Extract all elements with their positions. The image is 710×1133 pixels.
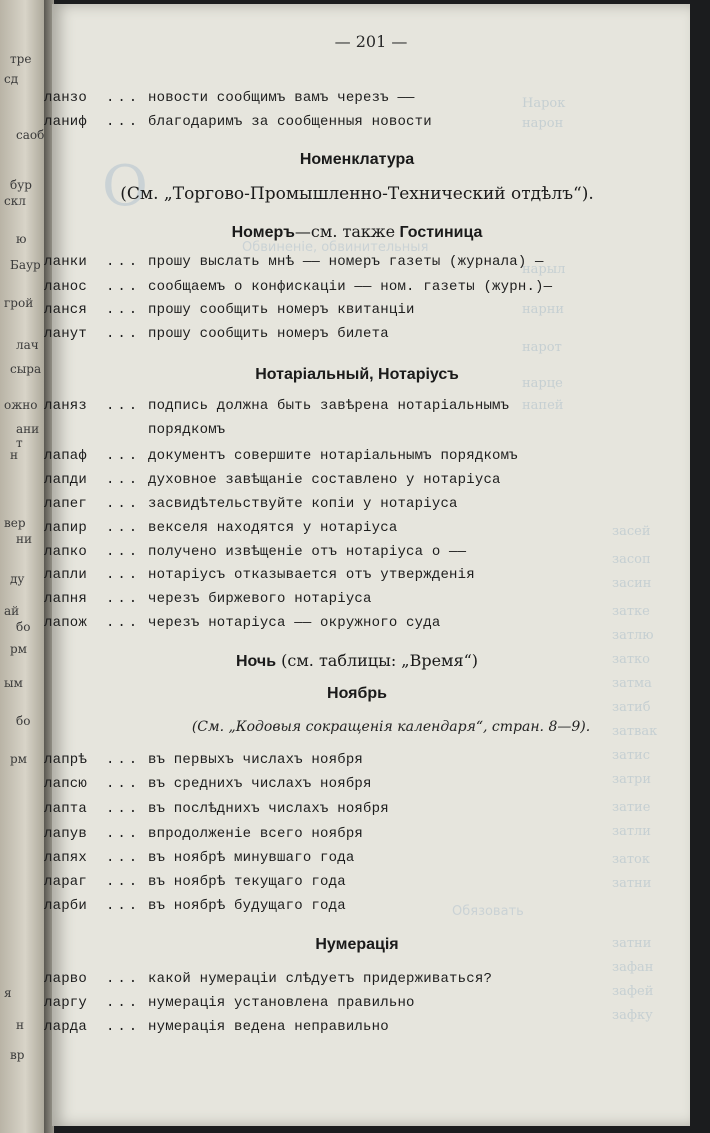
code-entry-row <box>44 422 225 438</box>
code-entry-row <box>44 898 346 914</box>
code-entry-row <box>44 520 397 536</box>
code-word: ланиф <box>44 114 88 130</box>
code-entry-row <box>44 752 363 768</box>
previous-page-fragment: ду <box>10 572 25 586</box>
heading-reference: (см. таблицы: „Время“) <box>276 651 479 670</box>
code-entry-row <box>44 279 552 295</box>
show-through-text: О Нарок нарон Обвиненіе, обвинительныя нарыл нарни нарот нарце напей засей засоп засин затке затлю затко затма затиб затвак затис затри затие затли заток затни Обязовать затни зафан зафей зафку <box>102 96 658 1023</box>
section-heading <box>38 151 676 169</box>
leader-dots: ... <box>106 971 141 987</box>
previous-page-fragment: грой <box>4 296 34 310</box>
previous-page-fragment: лач <box>16 338 39 352</box>
code-word: лапув <box>44 826 88 842</box>
code-entry-row <box>44 776 372 792</box>
heading-reference: —см. также <box>294 222 396 241</box>
entry-meaning: порядкомъ <box>148 422 226 438</box>
previous-page-fragment: вр <box>10 1048 25 1062</box>
previous-page-fragment: ани т <box>16 422 40 450</box>
previous-page-fragment: сд <box>4 72 19 86</box>
entry-meaning: векселя находятся у нотаріуса <box>148 520 398 536</box>
book-page <box>44 4 690 1126</box>
entry-meaning: въ ноябрѣ будущаго года <box>148 898 346 914</box>
leader-dots: ... <box>106 801 141 817</box>
previous-page-fragment: саоб <box>16 128 45 142</box>
previous-page-fragment: ым <box>4 676 23 690</box>
code-word: лапож <box>44 615 88 631</box>
code-entry-row <box>44 496 458 512</box>
code-entry-row <box>44 826 363 842</box>
leader-dots: ... <box>106 448 141 464</box>
entry-meaning: новости сообщимъ вамъ черезъ —— <box>148 90 415 106</box>
entry-meaning: нумерація ведена неправильно <box>148 1019 389 1035</box>
previous-page-fragment: н <box>16 1018 24 1032</box>
previous-page-fragment: рм <box>10 642 28 656</box>
code-word: ланяз <box>44 398 88 414</box>
leader-dots: ... <box>106 279 141 295</box>
code-entry-row <box>44 472 501 488</box>
previous-page-fragment: тре <box>10 52 32 66</box>
heading-word: Номенклатура <box>299 151 415 168</box>
leader-dots: ... <box>106 995 141 1011</box>
cross-reference: (См. „Торгово-Промышленно-Технический отдѣлъ“). <box>120 184 594 204</box>
previous-page-fragment: ожно <box>4 398 38 412</box>
entry-meaning: въ ноябрѣ текущаго года <box>148 874 346 890</box>
entry-meaning: прошу сообщить номеръ билета <box>148 326 389 342</box>
code-entry-row <box>44 302 415 318</box>
code-word: лараг <box>44 874 88 890</box>
previous-page-fragment: ай <box>4 604 20 618</box>
code-word: ларда <box>44 1019 88 1035</box>
code-word: ланки <box>44 254 88 270</box>
previous-page-fragment: скл <box>4 194 26 208</box>
code-entry-row <box>44 801 389 817</box>
code-word: лапсю <box>44 776 88 792</box>
leader-dots: ... <box>106 302 141 318</box>
page-number: — 201 — <box>334 32 408 51</box>
previous-page-fragment: Баур <box>10 258 41 272</box>
leader-dots: ... <box>106 496 141 512</box>
leader-dots: ... <box>106 615 141 631</box>
leader-dots: ... <box>106 398 141 414</box>
section-heading <box>38 936 676 954</box>
code-word: ланся <box>44 302 88 318</box>
code-word: ларгу <box>44 995 88 1011</box>
leader-dots: ... <box>106 520 141 536</box>
code-entry-row <box>44 326 389 342</box>
code-entry-row <box>44 254 544 270</box>
previous-page-fragment: я <box>4 986 12 1000</box>
previous-page-fragment: вер <box>4 516 26 530</box>
entry-meaning: засвидѣтельствуйте копіи у нотаріуса <box>148 496 458 512</box>
code-word: лапаф <box>44 448 88 464</box>
code-word: ланос <box>44 279 88 295</box>
code-entry-row <box>44 615 440 631</box>
entry-meaning: прошу сообщить номеръ квитанціи <box>148 302 415 318</box>
leader-dots: ... <box>106 874 141 890</box>
entry-meaning: прошу выслать мнѣ —— номеръ газеты (журнала) — <box>148 254 544 270</box>
section-heading <box>38 366 676 384</box>
code-entry-row <box>44 448 518 464</box>
heading-word: Нотаріальный, Нотаріусъ <box>255 366 459 383</box>
entry-meaning: духовное завѣщаніе составлено у нотаріуса <box>148 472 501 488</box>
previous-page-fragment: рм <box>10 752 28 766</box>
entry-meaning: документъ совершите нотаріальнымъ порядкомъ <box>148 448 518 464</box>
code-word: ларби <box>44 898 88 914</box>
entry-meaning: получено извѣщеніе отъ нотаріуса о —— <box>148 544 467 560</box>
previous-page-fragment: ю <box>16 232 27 246</box>
heading-word: Номеръ <box>231 224 295 241</box>
leader-dots: ... <box>106 826 141 842</box>
code-entry-row <box>44 995 415 1011</box>
heading-word: Ночь <box>235 653 277 670</box>
section-heading <box>38 222 676 242</box>
code-word: лапли <box>44 567 88 583</box>
previous-page-fragment: бо <box>16 620 31 634</box>
section-heading <box>38 651 676 671</box>
leader-dots: ... <box>106 114 141 130</box>
leader-dots: ... <box>106 567 141 583</box>
code-word: лапир <box>44 520 88 536</box>
code-word: лапня <box>44 591 88 607</box>
entry-meaning: въ ноябрѣ минувшаго года <box>148 850 355 866</box>
leader-dots: ... <box>106 544 141 560</box>
leader-dots: ... <box>106 850 141 866</box>
previous-page-edge <box>0 0 46 1133</box>
heading-reference-target: Гостиница <box>399 224 483 241</box>
entry-meaning: подпись должна быть завѣрена нотаріальнымъ <box>148 398 510 414</box>
leader-dots: ... <box>106 898 141 914</box>
code-word: ланут <box>44 326 88 342</box>
page-content <box>44 4 690 1126</box>
code-word: лапди <box>44 472 88 488</box>
code-entry-row <box>44 1019 389 1035</box>
previous-page-fragment: сыра <box>10 362 42 376</box>
previous-page-fragment: бо <box>16 714 31 728</box>
code-word: лапях <box>44 850 88 866</box>
code-word: лапрѣ <box>44 752 88 768</box>
entry-meaning: какой нумераціи слѣдуетъ придерживаться? <box>148 971 493 987</box>
code-entry-row <box>44 850 354 866</box>
entry-meaning: благодаримъ за сообщенныя новости <box>148 114 432 130</box>
heading-word: Нумерація <box>315 936 399 953</box>
previous-page-fragment: ни <box>16 532 32 546</box>
entry-meaning: въ послѣднихъ числахъ ноября <box>148 801 389 817</box>
code-entry-row <box>44 874 346 890</box>
code-entry-row <box>44 591 372 607</box>
leader-dots: ... <box>106 90 141 106</box>
leader-dots: ... <box>106 752 141 768</box>
code-entry-row <box>44 971 492 987</box>
entry-meaning: въ среднихъ числахъ ноября <box>148 776 372 792</box>
previous-page-fragment: бур <box>10 178 32 192</box>
code-entry-row <box>44 544 466 560</box>
calendar-reference: (См. „Кодовыя сокращенія календаря“, стран. 8—9). <box>191 719 591 735</box>
section-heading <box>38 685 676 703</box>
code-word: лапко <box>44 544 88 560</box>
heading-word: Ноябрь <box>327 685 387 702</box>
code-entry-row <box>44 114 432 130</box>
entry-meaning: нумерація установлена правильно <box>148 995 415 1011</box>
leader-dots: ... <box>106 591 141 607</box>
leader-dots: ... <box>106 326 141 342</box>
previous-page-fragment: н <box>10 448 18 462</box>
entry-meaning: черезъ нотаріуса —— окружного суда <box>148 615 441 631</box>
code-word: лапта <box>44 801 88 817</box>
leader-dots: ... <box>106 1019 141 1035</box>
code-word: лапег <box>44 496 88 512</box>
code-entry-row <box>44 398 509 414</box>
leader-dots: ... <box>106 254 141 270</box>
entry-meaning: сообщаемъ о конфискаціи —— ном. газеты (журн.)— <box>148 279 553 295</box>
entry-meaning: впродолженіе всего ноября <box>148 826 364 842</box>
code-entry-row <box>44 567 475 583</box>
leader-dots: ... <box>106 776 141 792</box>
entry-meaning: въ первыхъ числахъ ноября <box>148 752 364 768</box>
code-word: ларво <box>44 971 88 987</box>
leader-dots: ... <box>106 472 141 488</box>
code-word: ланзо <box>44 90 88 106</box>
code-entry-row <box>44 90 415 106</box>
entry-meaning: черезъ биржевого нотаріуса <box>148 591 372 607</box>
entry-meaning: нотаріусъ отказывается отъ утвержденія <box>148 567 475 583</box>
